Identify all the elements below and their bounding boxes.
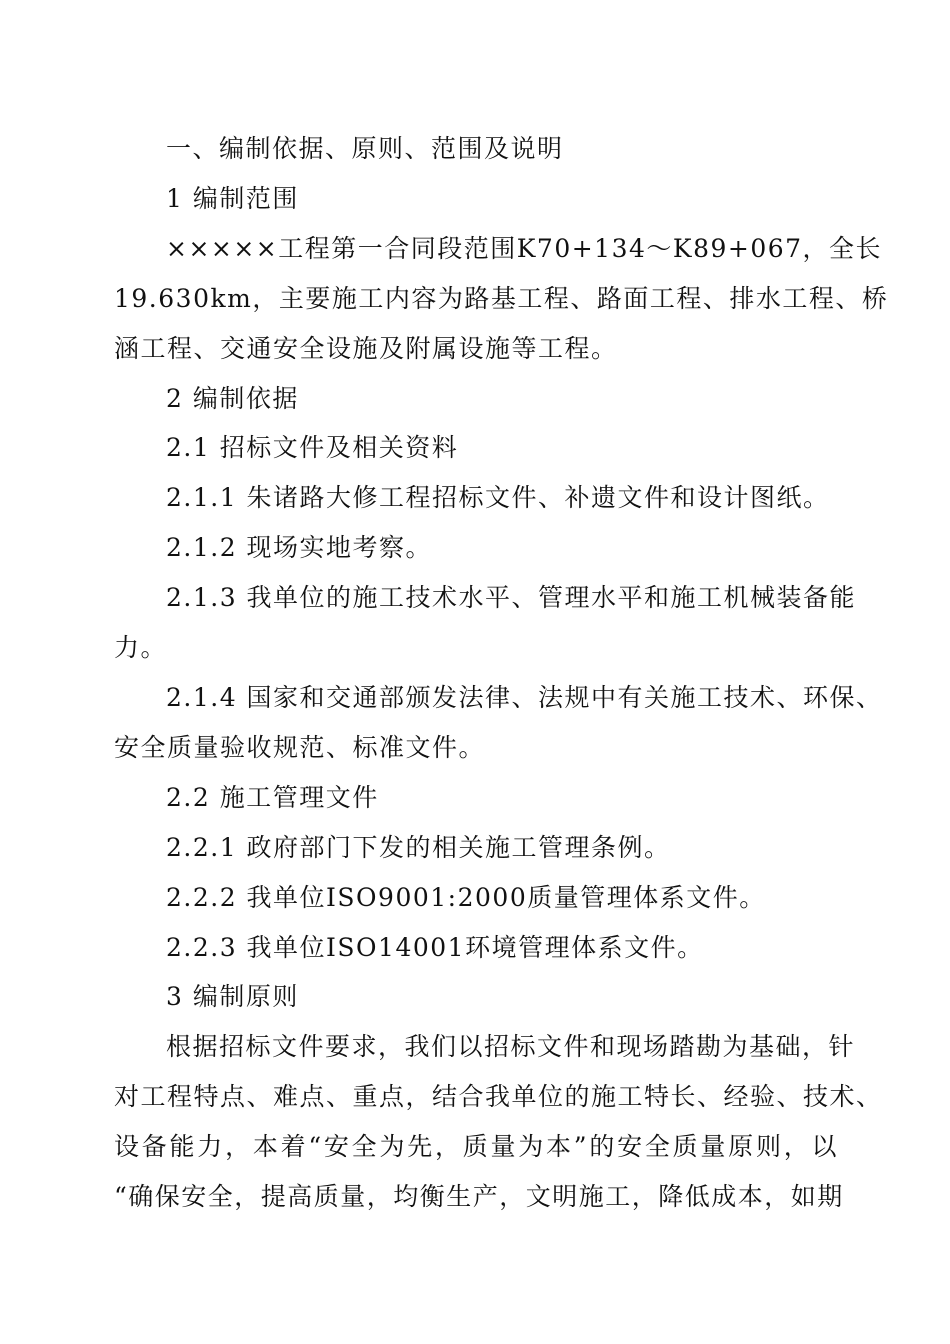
list-item-2-1-1: 2.1.1 朱诸路大修工程招标文件、补遗文件和设计图纸。 <box>166 483 830 513</box>
list-item-2-1-4-line-2: 安全质量验收规范、标准文件。 <box>114 732 486 762</box>
subheading-tender-documents: 2.1 招标文件及相关资料 <box>166 433 459 463</box>
principle-paragraph-line-1: 根据招标文件要求，我们以招标文件和现场踏勘为基础，针 <box>166 1032 856 1062</box>
scope-paragraph-line-2: 19.630km，主要施工内容为路基工程、路面工程、排水工程、桥 <box>114 283 889 313</box>
list-item-2-1-3-line-2: 力。 <box>114 633 168 663</box>
subheading-compilation-scope: 1 编制范围 <box>166 183 299 213</box>
subheading-compilation-basis: 2 编制依据 <box>166 383 299 413</box>
subheading-construction-management-documents: 2.2 施工管理文件 <box>166 782 379 812</box>
list-item-2-2-3: 2.2.3 我单位ISO14001环境管理体系文件。 <box>166 932 704 962</box>
list-item-2-2-1: 2.2.1 政府部门下发的相关施工管理条例。 <box>166 832 671 862</box>
list-item-2-1-2: 2.1.2 现场实地考察。 <box>166 533 433 563</box>
subheading-compilation-principles: 3 编制原则 <box>166 982 299 1012</box>
document-body <box>114 124 889 1222</box>
section-heading-compilation-basis: 一、编制依据、原则、范围及说明 <box>166 134 564 163</box>
list-item-2-2-2: 2.2.2 我单位ISO9001:2000质量管理体系文件。 <box>166 882 766 912</box>
scope-paragraph-line-1: ×××××工程第一合同段范围K70+134～K89+067，全长 <box>166 233 883 263</box>
scope-paragraph-line-3: 涵工程、交通安全设施及附属设施等工程。 <box>114 333 618 363</box>
list-item-2-1-3-line-1: 2.1.3 我单位的施工技术水平、管理水平和施工机械装备能 <box>166 583 857 613</box>
principle-paragraph-line-4: “确保安全，提高质量，均衡生产，文明施工，降低成本，如期 <box>114 1182 844 1212</box>
principle-paragraph-line-3: 设备能力，本着“安全为先，质量为本”的安全质量原则，以 <box>114 1132 838 1162</box>
principle-paragraph-line-2: 对工程特点、难点、重点，结合我单位的施工特长、经验、技术、 <box>114 1082 883 1112</box>
list-item-2-1-4-line-1: 2.1.4 国家和交通部颁发法律、法规中有关施工技术、环保、 <box>166 682 883 712</box>
